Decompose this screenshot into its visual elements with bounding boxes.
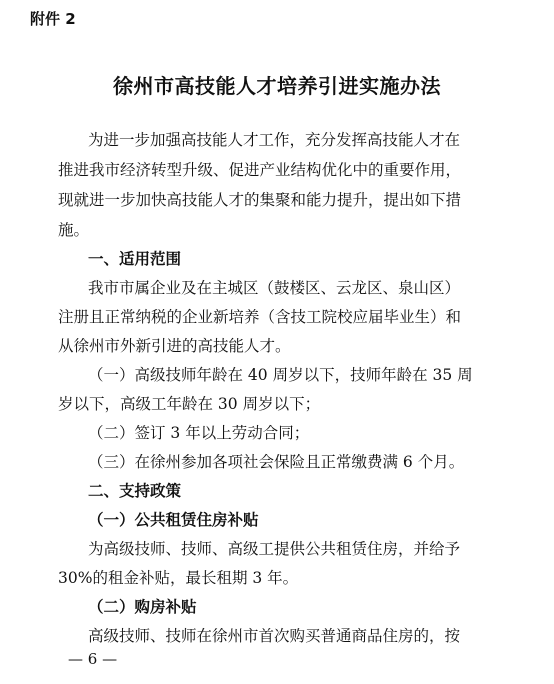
section-1-body-line-3: 从徐州市外新引进的高技能人才。 [58, 337, 291, 355]
section-2-sub-2-body-line-1: 高级技师、技师在徐州市首次购买普通商品住房的，按 [88, 627, 461, 645]
intro-line-2: 推进我市经济转型升级、促进产业结构优化中的重要作用， [58, 161, 462, 179]
section-2-sub-1-body-line-1: 为高级技师、技师、高级工提供公共租赁住房，并给予 [88, 540, 461, 558]
section-1-heading: 一、适用范围 [88, 250, 182, 268]
section-1-item-1-line-2: 岁以下，高级工年龄在 30 周岁以下； [58, 395, 321, 413]
page-number: — 6 — [68, 650, 118, 668]
section-1-body-line-2: 注册且正常纳税的企业新培养（含技工院校应届毕业生）和 [58, 308, 462, 326]
section-2-sub-1-body-line-2: 30%的租金补贴，最长租期 3 年。 [58, 569, 299, 587]
document-title: 徐州市高技能人才培养引进实施办法 [113, 74, 441, 98]
section-2-sub-1-heading: （一）公共租赁住房补贴 [88, 511, 259, 529]
attachment-label: 附件 2 [30, 10, 76, 28]
intro-line-4: 施。 [58, 221, 90, 239]
section-1-item-2: （二）签订 3 年以上劳动合同； [88, 424, 310, 442]
intro-line-3: 现就进一步加快高技能人才的集聚和能力提升，提出如下措 [58, 191, 462, 209]
section-1-body-line-1: 我市市属企业及在主城区（鼓楼区、云龙区、泉山区） [88, 279, 461, 297]
section-1-item-1-line-1: （一）高级技师年龄在 40 周岁以下，技师年龄在 35 周 [88, 366, 473, 384]
section-2-heading: 二、支持政策 [88, 482, 182, 500]
intro-line-1: 为进一步加强高技能人才工作，充分发挥高技能人才在 [88, 131, 461, 149]
section-1-item-3: （三）在徐州参加各项社会保险且正常缴费满 6 个月。 [88, 453, 465, 471]
section-2-sub-2-heading: （二）购房补贴 [88, 598, 197, 616]
